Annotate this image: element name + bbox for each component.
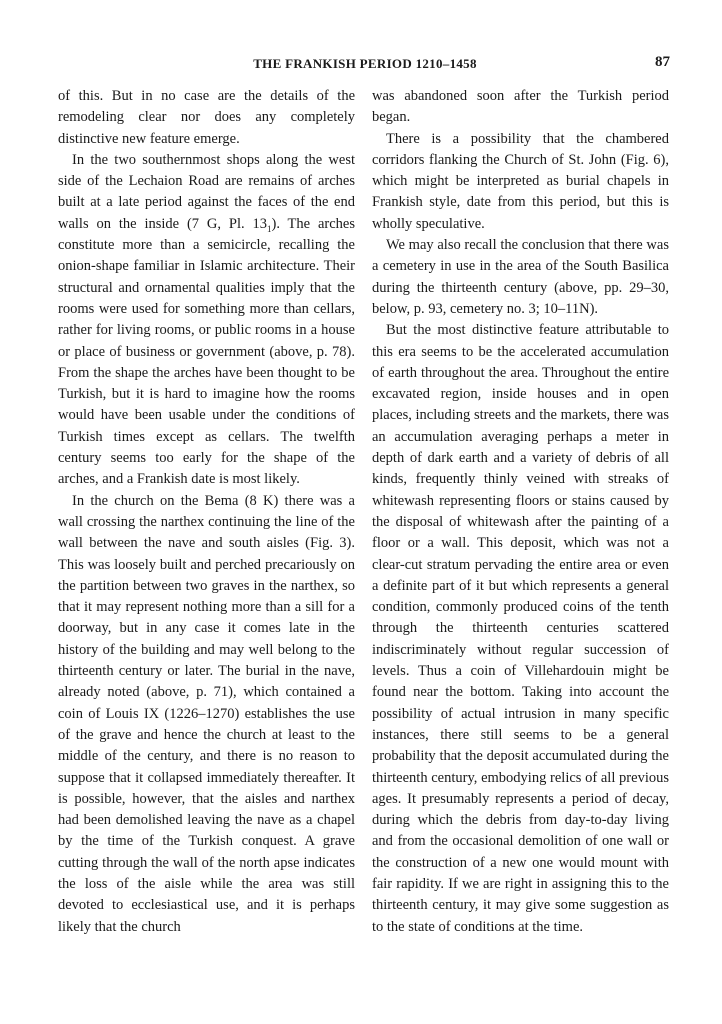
running-title: THE FRANKISH PERIOD 1210–1458: [253, 56, 477, 71]
paragraph-cemetery: We may also recall the conclusion that there was a cemetery in use in the area of the South Basilica during the thirteenth century (above, pp. 29–30, below, p. 93, cemetery no. 3; 10–11N).: [372, 237, 669, 317]
paragraph: was abandoned soon after the Turkish period began.: [372, 88, 669, 126]
plate-subscript: 1: [266, 223, 272, 234]
paragraph-accumulation: But the most distinctive feature attributable to this era seems to be the accelerated accumulation of earth throughout the area. Throughout the entire excavated region, inside houses and in open places, including streets and the markets, there was an accumulation averaging perhaps a meter in depth of dark earth and a variety of debris of all kinds, frequently thinly veined with streaks of whitewash representing floors or stains caused by the disposal of whitewash after the painting of a floor or a wall. This deposit, which was not a clear-cut stratum pervading the entire area or even a definite part of it but which represents a general condition, commonly produced coins of the tenth through the thirteenth centuries scattered indiscriminately without regular succession of levels. Thus a coin of Villehardouin might be found near the bottom. Taking into account the possibility of actual intrusion in many specific instances, there still seems to be a general probability that the deposit accumulated during the thirteenth century, embodying relics of all previous ages. It presumably represents a period of decay, during which the debris from day-to-day living and from the occasional demolition of one wall or the construction of a new one would mount with fair rapidity. If we are right in assigning this to the thirteenth century, it may give some suggestion as to the state of conditions at the time.: [372, 322, 669, 935]
paragraph-bema-church: In the church on the Bema (8 K) there was a wall crossing the narthex continuing the line of the wall between the nave and south aisles (Fig. 3). This was loosely built and perched precariously on the partition between two graves in the narthex, so that it may represent nothing more than a sill for a doorway, but in any case it comes late in the history of the building and may well belong to the thirteenth century or later. The burial in the nave, already noted (above, p. 71), which contained a coin of Louis IX (1226–1270) establishes the use of the grave and hence the church at least to the middle of the century, and there is no reason to suppose that it collapsed immediately thereafter. It is possible, however, that the aisles and narthex had been demolished leaving the nave as a chapel by the time of the Turkish conquest. A grave cutting through the wall of the north apse indicates the loss of the aisle while the area was still devoted to ecclesiastical use, and it is perhaps likely that the church: [58, 492, 355, 935]
paragraph-lechaion-road: [58, 150, 355, 491]
right-column: [372, 86, 669, 938]
paragraph-text: In the two southernmost shops along the west side of the Lechaion Road are remains of arches built at a late period against the faces of the end walls on the inside (7 G, Pl. 13: [58, 151, 355, 232]
paragraph-st-john: There is a possibility that the chambered corridors flanking the Church of St. John (Fig. 6), which might be interpreted as burial chapels in Frankish style, date from this period, but this is wholly speculative.: [372, 130, 669, 232]
page-header: [60, 56, 670, 76]
paragraph-text: ). The arches constitute more than a semicircle, recalling the onion-shape familiar in Islamic architecture. Their structural and ornamental qualities imply that the rooms were used for something more than cellars, rather for living rooms, or public rooms in a house or place of business or government (above, p. 78). From the shape the arches have been thought to be Turkish, but it is hard to imagine how the rooms would have been usable under the conditions of Turkish times except as cellars. The twelfth century seems too early for the shape of the arches, and a Frankish date is most likely.: [58, 215, 355, 488]
paragraph: of this. But in no case are the details of the remodeling clear nor does any completely distinctive new feature emerge.: [58, 88, 355, 147]
page-number: 87: [655, 54, 670, 70]
left-column: [58, 86, 355, 938]
